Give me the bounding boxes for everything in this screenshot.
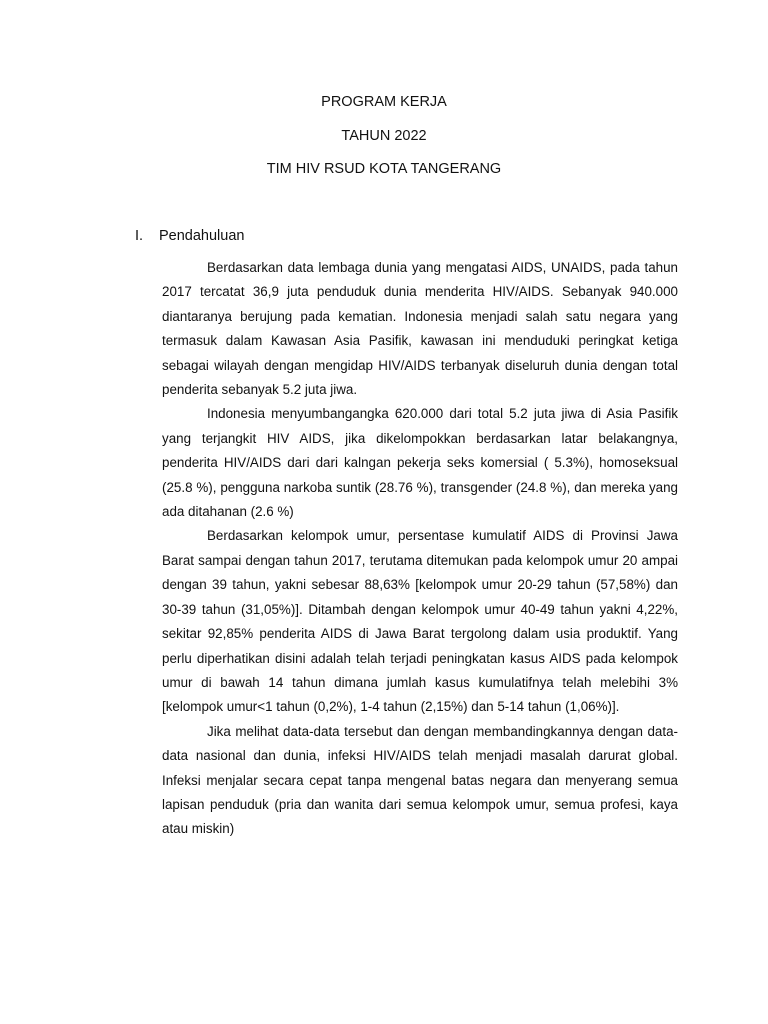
paragraph-4: Jika melihat data-data tersebut dan dengan membandingkannya dengan data-data nasional dan dunia, infeksi HIV/AIDS telah menjadi masalah darurat global. Infeksi menjalar secara cepat tanpa mengenal batas negara dan menyerang semua lapisan penduduk (pria dan wanita dari semua kelompok umur, semua profesi, kaya atau miskin) (162, 723, 678, 837)
section-number: I. (135, 228, 144, 244)
section-heading (135, 227, 244, 245)
section-title: Pendahuluan (159, 228, 245, 244)
paragraph-1: Berdasarkan data lembaga dunia yang mengatasi AIDS, UNAIDS, pada tahun 2017 tercatat 36,9 juta penduduk dunia menderita HIV/AIDS. Sebanyak 940.000 diantaranya berujung pada kematian. Indonesia menjadi salah satu negara yang termasuk dalam Kawasan Asia Pasifik, kawasan ini menduduki peringkat ketiga sebagai wilayah dengan mengidap HIV/AIDS terbanyak diseluruh dunia dengan total penderita sebanyak 5.2 juta jiwa. (162, 260, 678, 398)
document-title-line-2: TAHUN 2022 (341, 128, 427, 144)
document-title-line-1: PROGRAM KERJA (321, 94, 447, 110)
paragraph-2: Indonesia menyumbangangka 620.000 dari total 5.2 juta jiwa di Asia Pasifik yang terjangkit HIV AIDS, jika dikelompokkan berdasarkan latar belakangnya, penderita HIV/AIDS dari dari kalngan pekerja seks komersial ( 5.3%), homoseksual (25.8 %), pengguna narkoba suntik (28.76 %), transgender (24.8 %), dan mereka yang ada ditahanan (2.6 %) (162, 406, 678, 520)
paragraph-3: Berdasarkan kelompok umur, persentase kumulatif AIDS di Provinsi Jawa Barat sampai dengan tahun 2017, terutama ditemukan pada kelompok umur 20 ampai dengan 39 tahun, yakni sebesar 88,63% [kelompok umur 20-29 tahun (57,58%) dan 30-39 tahun (31,05%)]. Ditambah dengan kelompok umur 40-49 tahun yakni 4,22%, sekitar 92,85% penderita AIDS di Jawa Barat tergolong dalam usia produktif. Yang perlu diperhatikan disini adalah telah terjadi peningkatan kasus AIDS pada kelompok umur di bawah 14 tahun dimana jumlah kasus kumulatifnya telah melebihi 3% [kelompok umur<1 tahun (0,2%), 1-4 tahun (2,15%) dan 5-14 tahun (1,06%)]. (162, 528, 678, 715)
body-text (162, 256, 678, 842)
document-title-line-3: TIM HIV RSUD KOTA TANGERANG (266, 161, 502, 177)
